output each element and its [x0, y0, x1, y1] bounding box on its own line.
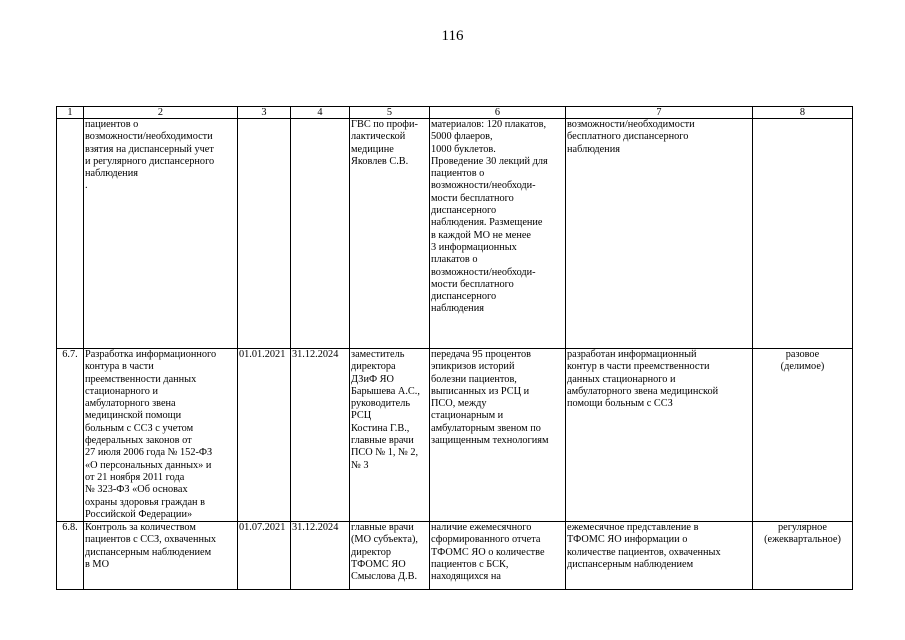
end-date — [291, 119, 350, 349]
end-date: 31.12.2024 — [291, 349, 350, 522]
result: разработан информационный контур в части преемственности данных стационарного и амбулаторного звена медицинской помощи больным с ССЗ — [566, 349, 753, 522]
indicator: материалов: 120 плакатов, 5000 флаеров, 1000 буклетов. Проведение 30 лекций для пациентов о возможности/необходи- мости бесплатного диспансерного наблюдения. Размещение в каждой МО не менее 3 информационных плакатов о возможности/необходи- мости бесплатного диспансерного наблюдения — [430, 119, 566, 349]
start-date: 01.01.2021 — [238, 349, 291, 522]
activity-name: пациентов о возможности/необходимости взятия на диспансерный учет и регулярного диспансерного наблюдения . — [84, 119, 238, 349]
header-cell: 5 — [350, 107, 430, 119]
activity-type: регулярное (ежеквартальное) — [753, 522, 853, 590]
header-row — [57, 107, 853, 119]
start-date: 01.07.2021 — [238, 522, 291, 590]
start-date — [238, 119, 291, 349]
header-cell: 4 — [291, 107, 350, 119]
responsible: главные врачи (МО субъекта), директор ТФОМС ЯО Смыслова Д.В. — [350, 522, 430, 590]
row-number — [57, 119, 84, 349]
page-number: 116 — [441, 28, 464, 44]
responsible: ГВС по профи- лактической медицине Яковлев С.В. — [350, 119, 430, 349]
header-cell: 8 — [753, 107, 853, 119]
header-cell: 3 — [238, 107, 291, 119]
result: ежемесячное представление в ТФОМС ЯО информации о количестве пациентов, охваченных диспансерным наблюдением — [566, 522, 753, 590]
row-number: 6.8. — [57, 522, 84, 590]
plan-table — [56, 106, 853, 590]
activity-name: Разработка информационного контура в части преемственности данных стационарного и амбулаторного звена медицинской помощи больным с ССЗ с учетом федеральных законов от 27 июля 2006 года № 152-ФЗ «О персональных данных» и от 21 ноября 2011 года № 323-ФЗ «Об основах охраны здоровья граждан в Российской Федерации» — [84, 349, 238, 522]
header-cell: 7 — [566, 107, 753, 119]
table-row — [57, 349, 853, 522]
table-row — [57, 522, 853, 590]
indicator: передача 95 процентов эпикризов историй болезни пациентов, выписанных из РСЦ и ПСО, между стационарным и амбулаторным звеном по защищенным технологиям — [430, 349, 566, 522]
end-date: 31.12.2024 — [291, 522, 350, 590]
indicator: наличие ежемесячного сформированного отчета ТФОМС ЯО о количестве пациентов с БСК, находящихся на — [430, 522, 566, 590]
row-number: 6.7. — [57, 349, 84, 522]
activity-type: разовое (делимое) — [753, 349, 853, 522]
header-cell: 2 — [84, 107, 238, 119]
header-cell: 6 — [430, 107, 566, 119]
responsible: заместитель директора ДЗиФ ЯО Барышева А.С., руководитель РСЦ Костина Г.В., главные врачи ПСО № 1, № 2, № 3 — [350, 349, 430, 522]
activity-name: Контроль за количеством пациентов с ССЗ, охваченных диспансерным наблюдением в МО — [84, 522, 238, 590]
activity-type — [753, 119, 853, 349]
header-cell: 1 — [57, 107, 84, 119]
table-row — [57, 119, 853, 349]
result: возможности/необходимости бесплатного диспансерного наблюдения — [566, 119, 753, 349]
